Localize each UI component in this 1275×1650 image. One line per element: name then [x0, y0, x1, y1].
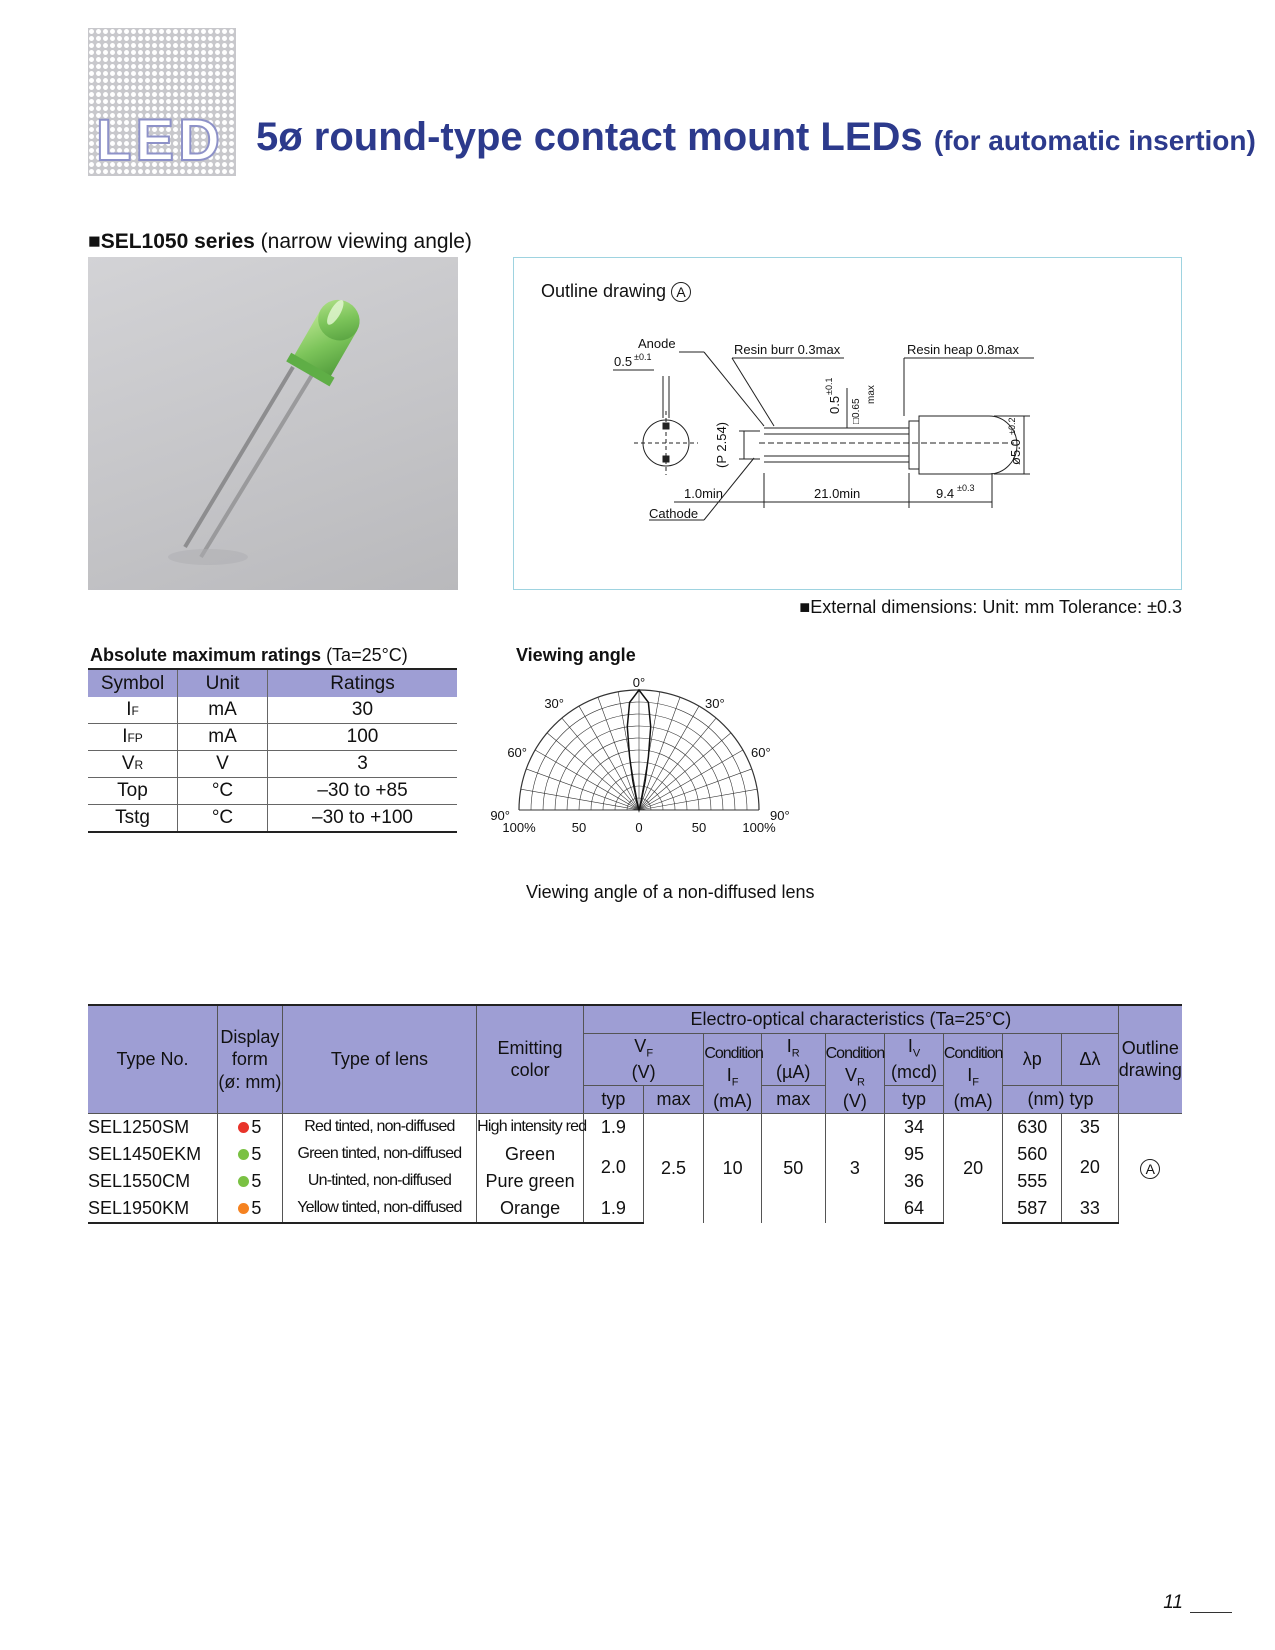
- logo-text: LED: [96, 108, 224, 173]
- header-emitting-color: Emitting color: [477, 1005, 584, 1113]
- outline-mark-circle: A: [671, 282, 691, 302]
- outline-title: [541, 281, 691, 302]
- header-display-form: Display form (ø: mm): [218, 1005, 283, 1113]
- dim-1-label: 1.0min: [684, 486, 724, 501]
- rating-cell: –30 to +85: [268, 778, 458, 805]
- iv-typ-cell: 64: [885, 1195, 944, 1223]
- unit-cell: mA: [178, 724, 268, 751]
- pitch-label: (P 2.54): [714, 421, 729, 468]
- table-row: [88, 751, 457, 778]
- header-ir-condition: Condition $V_R$ (V): [825, 1033, 885, 1113]
- resin-burr-label: Resin burr 0.3max: [734, 342, 841, 357]
- vf-typ-cell: 2.0: [584, 1141, 644, 1195]
- angle-label-right-90: 90°: [770, 808, 790, 823]
- lambda-p-cell: 560: [1003, 1141, 1062, 1168]
- unit-cell: mA: [178, 697, 268, 724]
- product-photo: [88, 257, 458, 590]
- symbol-cell: Top: [88, 778, 178, 805]
- scale-label: 100%: [742, 820, 776, 835]
- scale-label: 0: [635, 820, 643, 835]
- color-dot-icon: [238, 1203, 249, 1214]
- delta-lambda-cell: 33: [1062, 1195, 1119, 1223]
- color-dot-icon: [238, 1149, 249, 1160]
- square-max-label: max: [866, 385, 877, 404]
- iv-typ-cell: 34: [885, 1113, 944, 1141]
- symbol-cell: VR: [88, 751, 178, 778]
- abs-max-title-bold: Absolute maximum ratings: [90, 645, 322, 665]
- header-lens-type: Type of lens: [282, 1005, 476, 1113]
- lens-type-cell: Yellow tinted, non-diffused: [282, 1195, 476, 1223]
- diameter-label: ø5.0: [1008, 438, 1023, 465]
- abs-max-header: Ratings: [268, 669, 458, 697]
- type-no-cell: SEL1250SM: [88, 1116, 190, 1137]
- table-row: [88, 1141, 1182, 1168]
- dim-3-label: 9.4: [936, 486, 955, 501]
- delta-lambda-cell: 35: [1062, 1113, 1119, 1141]
- vf-if-cell: 10: [704, 1113, 762, 1223]
- angle-label-right-30: 30°: [705, 696, 725, 711]
- lambda-p-cell: 587: [1003, 1195, 1062, 1223]
- angle-label-right-60: 60°: [751, 745, 771, 760]
- abs-max-title-cond: (Ta=25°C): [326, 645, 408, 665]
- header-ir-max: max: [761, 1085, 825, 1113]
- unit-cell: °C: [178, 805, 268, 833]
- rating-cell: –30 to +100: [268, 805, 458, 833]
- rating-cell: 3: [268, 751, 458, 778]
- led-photo-illustration: [88, 257, 458, 590]
- ir-vr-cell: 3: [825, 1113, 885, 1223]
- lens-type-cell: Un-tinted, non-diffused: [282, 1168, 476, 1195]
- outline-drawing: [514, 258, 1183, 591]
- outline-cell: [1118, 1113, 1182, 1223]
- display-form-cell: 5: [218, 1141, 283, 1168]
- emitting-color-cell: High intensity red: [477, 1113, 584, 1141]
- outline-drawing-panel: [513, 257, 1182, 590]
- page-number-rule: [1190, 1612, 1232, 1613]
- lead-thick-tol: ±0.1: [824, 377, 834, 395]
- header-outline-drawing: Outline drawing: [1118, 1005, 1182, 1113]
- header-iv: $I_V$ (mcd): [885, 1033, 944, 1085]
- scale-label: 100%: [502, 820, 536, 835]
- lens-type-cell: Red tinted, non-diffused: [282, 1113, 476, 1141]
- table-row: [88, 805, 457, 833]
- type-no-cell: SEL1550CM: [88, 1170, 191, 1191]
- unit-cell: V: [178, 751, 268, 778]
- lead-width-tol: ±0.1: [634, 352, 652, 362]
- iv-typ-cell: 95: [885, 1141, 944, 1168]
- table-row: [88, 778, 457, 805]
- table-row: [88, 1113, 1182, 1141]
- vf-typ-cell: 1.9: [584, 1113, 644, 1141]
- header-type-no: Type No.: [88, 1005, 218, 1113]
- header-lambda-p: λp: [1003, 1033, 1062, 1085]
- header-iv-condition: Condition $I_F$ (mA): [943, 1033, 1003, 1113]
- display-form-cell: 5: [218, 1168, 283, 1195]
- lens-type-cell: Green tinted, non-diffused: [282, 1141, 476, 1168]
- type-no-cell: SEL1950KM: [88, 1195, 218, 1223]
- square-label: □0.65: [851, 398, 862, 424]
- vf-typ-cell: 1.9: [584, 1195, 644, 1223]
- lambda-p-cell: 630: [1003, 1113, 1062, 1141]
- viewing-angle-caption: Viewing angle of a non-diffused lens: [526, 882, 815, 902]
- lead-thick-label: 0.5: [827, 395, 842, 414]
- abs-max-header: Unit: [178, 669, 268, 697]
- series-heading: [88, 230, 472, 254]
- cathode-label: Cathode: [649, 506, 699, 521]
- series-name: SEL1050 series: [100, 230, 255, 253]
- characteristics-table: [88, 1004, 1182, 1224]
- color-dot-icon: [238, 1176, 249, 1187]
- lead-width-label: 0.5: [614, 354, 633, 369]
- header-iv-typ: typ: [885, 1085, 944, 1113]
- external-dimensions-note: ■External dimensions: Unit: mm Tolerance: ±0.3: [799, 597, 1182, 617]
- title-sub: (for automatic insertion): [933, 125, 1256, 156]
- abs-max-title: [90, 645, 408, 666]
- ir-max-cell: 50: [761, 1113, 825, 1223]
- title-main: 5ø round-type contact mount LEDs: [256, 115, 923, 159]
- emitting-color-cell: Orange: [477, 1195, 584, 1223]
- square-bullet-icon: ■: [88, 230, 101, 253]
- angle-label-left-60: 60°: [507, 745, 527, 760]
- header-vf-max: max: [643, 1085, 704, 1113]
- angle-label-0: 0°: [632, 675, 646, 690]
- page-number: 11: [1163, 1592, 1183, 1613]
- iv-if-cell: 20: [943, 1113, 1003, 1223]
- symbol-cell: IFP: [88, 724, 178, 751]
- abs-max-header: Symbol: [88, 669, 178, 697]
- anode-label: Anode: [638, 336, 676, 351]
- unit-cell: °C: [178, 778, 268, 805]
- dim-3-tol: ±0.3: [957, 483, 975, 493]
- iv-typ-cell: 36: [885, 1168, 944, 1195]
- header-electro-optical: Electro-optical characteristics (Ta=25°C): [584, 1005, 1119, 1033]
- header-vf: $V_F$ (V): [584, 1033, 704, 1085]
- resin-heap-label: Resin heap 0.8max: [907, 342, 1020, 357]
- rating-cell: 30: [268, 697, 458, 724]
- type-no-cell: SEL1450EKM: [88, 1143, 202, 1164]
- outline-title-text: Outline drawing: [541, 281, 667, 301]
- color-dot-icon: [238, 1122, 249, 1133]
- header-vf-condition: Condition $I_F$ (mA): [704, 1033, 762, 1113]
- header-delta-lambda: Δλ: [1062, 1033, 1119, 1085]
- symbol-cell: Tstg: [88, 805, 178, 833]
- display-form-cell: 5: [218, 1195, 283, 1223]
- scale-label: 50: [571, 820, 587, 835]
- outline-mark-circle: A: [1140, 1159, 1160, 1179]
- abs-max-table: [88, 668, 457, 833]
- header-ir: $I_R$ (µA): [761, 1033, 825, 1085]
- scale-label: 50: [691, 820, 707, 835]
- header-nm-typ: (nm) typ: [1003, 1085, 1118, 1113]
- emitting-color-cell: Pure green: [477, 1168, 584, 1195]
- lambda-p-cell: 555: [1003, 1168, 1062, 1195]
- angle-label-left-90: 90°: [490, 808, 510, 823]
- table-row: [88, 1195, 1182, 1223]
- vf-max-cell: 2.5: [643, 1113, 704, 1223]
- symbol-cell: IF: [88, 697, 178, 724]
- delta-lambda-cell: 20: [1062, 1141, 1119, 1195]
- diameter-tol: ±0.2: [1007, 417, 1017, 435]
- page-title: [256, 115, 1256, 160]
- dim-2-label: 21.0min: [814, 486, 861, 501]
- series-desc: (narrow viewing angle): [260, 230, 472, 253]
- header-vf-typ: typ: [584, 1085, 644, 1113]
- viewing-angle-title: Viewing angle: [516, 645, 636, 665]
- angle-label-left-30: 30°: [544, 696, 564, 711]
- emitting-color-cell: Green: [477, 1141, 584, 1168]
- display-form-cell: 5: [218, 1113, 283, 1141]
- viewing-angle-chart: [490, 675, 835, 862]
- table-row: [88, 724, 457, 751]
- table-row: [88, 697, 457, 724]
- rating-cell: 100: [268, 724, 458, 751]
